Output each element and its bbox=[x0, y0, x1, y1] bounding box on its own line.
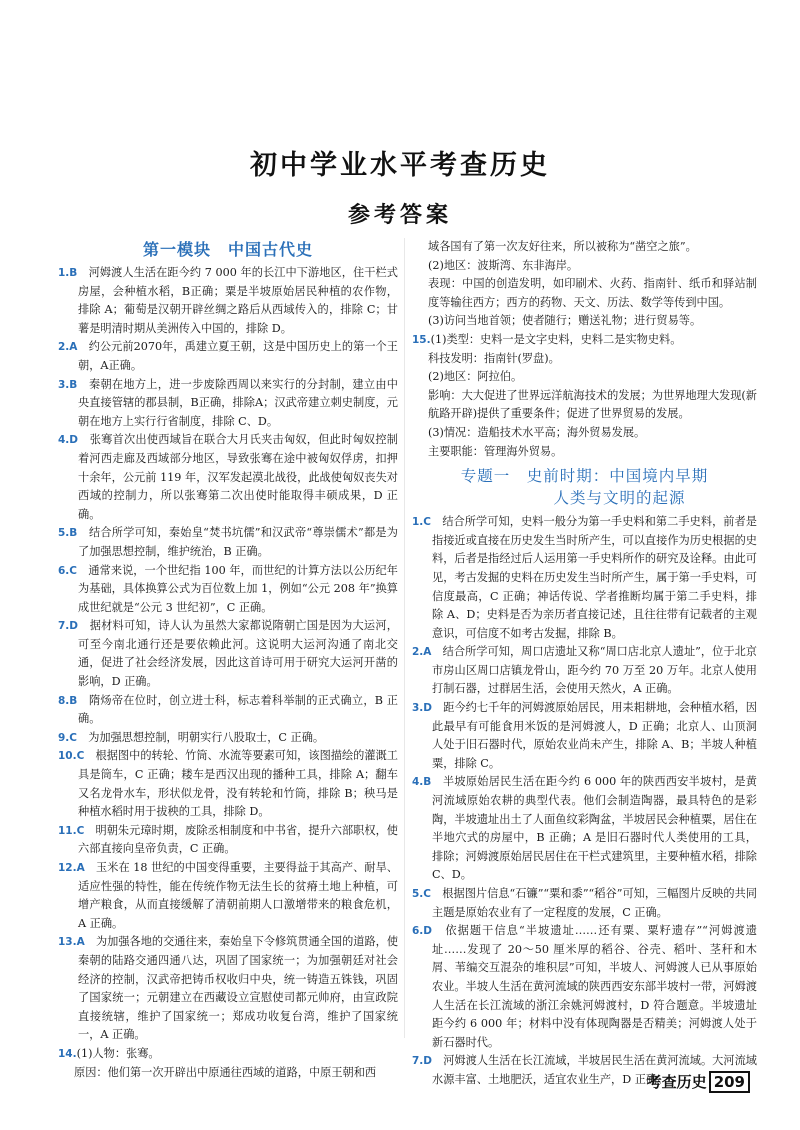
topic-title-line-2: 人类与文明的起源 bbox=[553, 489, 686, 508]
item-number: 5.C bbox=[412, 888, 432, 900]
item-number: 3.D bbox=[412, 702, 433, 715]
answer-item bbox=[412, 885, 757, 922]
item-subtext: (2)地区：波斯湾、东非海岸。 bbox=[428, 258, 579, 272]
item-text: 为加强各地的交通往来，秦始皇下令修筑贯通全国的道路，使秦朝的陆路交通四通八达，巩固了国家统一；为加强朝廷对社会经济的控制，汉武帝把铸币权收归中央，统一铸造五铢钱，巩固了国家统一；元朝建立在西藏设立宣慰使司都元帅府，由宣政院直接统辖，维护了国家统一；郑成功收复台湾，维护了国家统一，A 正确。 bbox=[78, 935, 399, 1042]
answer-item bbox=[58, 376, 398, 432]
answer-item bbox=[412, 699, 757, 773]
item-number: 9.C bbox=[58, 731, 78, 744]
item-number: 6.C bbox=[58, 564, 78, 577]
answer-item bbox=[58, 692, 398, 729]
item-number: 2.A bbox=[412, 646, 432, 659]
item-text: 据材料可知，诗人认为虽然大家都说隋朝亡国是因为大运河，可至今南北通行还是要依赖此河。这说明大运河沟通了南北交通，促进了社会经济发展，因此这首诗可用于研究大运河开凿的影响，D 正确。 bbox=[78, 619, 398, 689]
item-subtext: 影响：大大促进了世界远洋航海技术的发展；为世界地理大发现(新航路开辟)提供了重要条件；促进了世界贸易的发展。 bbox=[428, 388, 757, 421]
item-text: 约公元前2070年，禹建立夏王朝，这是中国历史上的第一个王朝，A正确。 bbox=[78, 340, 398, 372]
item-subtext: 表现：中国的创造发明，如印刷术、火药、指南针、纸币和驿站制度等输往西方；西方的药物、天文、历法、数学等传到中国。 bbox=[428, 277, 757, 309]
module-title: 第一模块 中国古代史 bbox=[142, 240, 313, 259]
item-number: 1.C bbox=[412, 516, 432, 529]
item-subtext: (3)访问当地首领；使者随行；赠送礼物；进行贸易等。 bbox=[428, 314, 702, 328]
item-text: 张骞首次出使西域旨在联合大月氏夹击匈奴，但此时匈奴控制着河西走廊及西域部分地区，导致张骞在途中被匈奴俘虏，扣押十余年，公元前 119 年，汉军发起漠北战役，此战使匈奴丧失对西域的控制力，所以张骞第二次出使时能取得丰硕成果，D 正确。 bbox=[78, 433, 398, 521]
answer-item bbox=[412, 922, 757, 1052]
item-subtext: 科技发明：指南针(罗盘)。 bbox=[428, 351, 560, 365]
answer-item bbox=[58, 338, 398, 375]
item-number: 11.C bbox=[58, 824, 85, 837]
item-number: 7.D bbox=[58, 620, 79, 633]
column-divider bbox=[404, 238, 405, 1038]
footer-label: 考查历史 bbox=[646, 1073, 707, 1091]
item-number: 15. bbox=[412, 333, 431, 346]
item-text: (1)人物：张骞。 bbox=[76, 1046, 160, 1060]
item-text: 通常来说，一个世纪指 100 年，而世纪的计算方法以公历纪年为基础，具体换算公式为百位数上加 1，例如“公元 208 年”换算成世纪就是“公元 3 世纪初”，C 正确。 bbox=[78, 563, 398, 614]
item-text: 半坡原始居民生活在距今约 6 000 年的陕西西安半坡村，是黄河流域原始农耕的典型代表。他们会制造陶器，最具特色的是彩陶，半坡遗址出土了人面鱼纹彩陶盆，半坡居民会种植粟，居住在半地穴式的房屋中，B 正确；A 是旧石器时代人类使用的工具，排除；河姆渡原始居民居住在干栏式建筑里，主要种植水稻，排除 C、D。 bbox=[432, 775, 757, 882]
item-number: 13.A bbox=[58, 936, 85, 949]
item-text: 为加强思想控制，明朝实行八股取士，C 正确。 bbox=[88, 730, 325, 744]
item-subtext: (2)地区：阿拉伯。 bbox=[428, 370, 523, 384]
item-text: 河姆渡人生活在长江流域，半坡居民生活在黄河流域。大河流域水源丰富、土地肥沃，适宜农业生产，D 正确。 bbox=[432, 1054, 757, 1086]
item-text: 结合所学可知，史料一般分为第一手史料和第二手史料，前者是指接近或直接在历史发生当时所产生，可以直接作为历史根据的史料，后者是指经过后人运用第一手史料所作的研究及诠释。由此可见，考古发掘的史料在历史发生当时所产生，属于第一手史料，可信度最高，C 正确；神话传说、学者推断均属于第二手史料，排除 A、D；史料是否为亲历者直接记述，且往往带有记载者的主观意识，可信度不如考古发掘，排除 B。 bbox=[432, 515, 757, 640]
item-number: 2.A bbox=[58, 341, 78, 354]
item-text: 明朝朱元璋时期，废除丞相制度和中书省，提升六部职权，使六部直接向皇帝负责，C 正确。 bbox=[78, 823, 398, 856]
item-number: 3.B bbox=[58, 378, 78, 391]
page-subtitle: 参考答案 bbox=[347, 203, 452, 228]
answer-item bbox=[58, 617, 398, 691]
item-number: 14. bbox=[58, 1047, 77, 1060]
item-text: 结合所学可知，秦始皇“焚书坑儒”和汉武帝“尊崇儒术”都是为了加强思想控制，维护统治，B 正确。 bbox=[78, 526, 398, 558]
item-text: 秦朝在地方上，进一步废除西周以来实行的分封制，建立由中央直接管辖的郡县制，B正确，排除A；汉武帝建立刺史制度，元朝在地方上实行行省制度，排除 C、D。 bbox=[78, 377, 398, 428]
item-number: 4.B bbox=[412, 776, 432, 789]
answer-item bbox=[58, 264, 398, 338]
answer-item bbox=[58, 822, 398, 859]
answer-item bbox=[412, 513, 757, 643]
item-text: 结合所学可知，周口店遗址又称“周口店北京人遗址”，位于北京市房山区周口店镇龙骨山，距今约 70 万至 20 万年。北京人使用打制石器，过群居生活，会使用天然火，A 正确。 bbox=[432, 645, 757, 696]
item-number: 7.D bbox=[412, 1055, 433, 1068]
item-subtext: 主要职能：管理海外贸易。 bbox=[428, 444, 563, 458]
item-number: 1.B bbox=[58, 267, 78, 279]
topic-title-line-1: 专题一 史前时期：中国境内早期 bbox=[460, 467, 709, 486]
item-text: 河姆渡人生活在距今约 7 000 年的长江中下游地区，住干栏式房屋，会种植水稻，B正确；粟是半坡原始居民种植的农作物，排除 A；葡萄是汉朝开辟丝绸之路后从西域传入的，排除 C；甘薯是明清时期从美洲传入中国的，排除 D。 bbox=[78, 266, 398, 335]
topic-title bbox=[412, 465, 757, 509]
item-number: 8.B bbox=[58, 694, 78, 707]
page-number: 209 bbox=[709, 1071, 750, 1093]
answer-item bbox=[58, 431, 398, 524]
answer-item bbox=[412, 643, 757, 699]
item-number: 10.C bbox=[58, 750, 85, 763]
item-text: 依据题干信息“半坡遗址……还有粟、粟籽遗存”“河姆渡遗址……发现了 20～50 厘米厚的稻谷、谷壳、稻叶、茎秆和木屑、苇编交互混杂的堆积层”可知，半坡人、河姆渡人已从事原始农业。半坡人生活在黄河流域的陕西西安东部半坡村一带，河姆渡人生活在长江流域的浙江余姚河姆渡村，D 符合题意。半坡遗址距今约 6 000 年；材料中没有体现陶器是否精美；河姆渡人处于新石器时代。 bbox=[432, 924, 757, 1049]
answer-item bbox=[58, 747, 398, 821]
item-text: 玉米在 18 世纪的中国变得重要，主要得益于其高产、耐旱、适应性强的特性，能在传统作物无法生长的贫瘠土地上种植，可增产粮食，从而直接缓解了清朝前期人口激增带来的粮食危机，A 正确。 bbox=[78, 861, 398, 930]
right-column bbox=[412, 238, 757, 1090]
answer-item bbox=[58, 933, 398, 1045]
item-text: (1)类型：史料一是文字史料，史料二是实物史料。 bbox=[430, 332, 682, 346]
answer-item bbox=[412, 773, 757, 885]
item-text: 隋炀帝在位时，创立进士科，标志着科举制的正式确立，B 正确。 bbox=[78, 693, 398, 726]
answer-item-15 bbox=[412, 331, 757, 350]
item-number: 5.B bbox=[58, 527, 78, 540]
page-title: 初中学业水平考查历史 bbox=[250, 150, 550, 181]
answer-item bbox=[58, 859, 398, 933]
answer-item bbox=[58, 562, 398, 618]
item-subtext: 域各国有了第一次友好往来，所以被称为“凿空之旅”。 bbox=[428, 240, 697, 253]
answer-item-14 bbox=[58, 1045, 398, 1064]
item-text: 根据图中的转轮、竹筒、水流等要素可知，该图描绘的灌溉工具是筒车，C 正确；耧车是西汉出现的播种工具，排除 A；翻车又名龙骨水车，形状似龙骨，没有转轮和竹筒，排除 B；秧马是种植水稻时用于拔秧的工具，排除 D。 bbox=[78, 749, 398, 819]
answer-item bbox=[58, 729, 398, 748]
item-text: 距今约七千年的河姆渡原始居民，用耒耜耕地，会种植水稻，因此最早有可能食用米饭的是河姆渡人，D 正确；北京人、山顶洞人处于旧石器时代，原始农业尚未产生，排除 A、B；半坡人种植粟，排除 C。 bbox=[432, 701, 757, 770]
item-number: 12.A bbox=[58, 862, 85, 874]
item-number: 4.D bbox=[58, 434, 79, 447]
page-footer bbox=[647, 1071, 750, 1092]
item-subtext: 原因：他们第一次开辟出中原通往西域的道路，中原王朝和西 bbox=[74, 1065, 377, 1079]
left-column bbox=[58, 238, 398, 1082]
item-subtext: (3)情况：造船技术水平高；海外贸易发展。 bbox=[428, 425, 646, 439]
item-number: 6.D bbox=[412, 925, 433, 938]
item-text: 根据图片信息“石镰”“粟和黍”“稻谷”可知，三幅图片反映的共同主题是原始农业有了一定程度的发展，C 正确。 bbox=[432, 887, 757, 919]
answer-item bbox=[58, 524, 398, 561]
